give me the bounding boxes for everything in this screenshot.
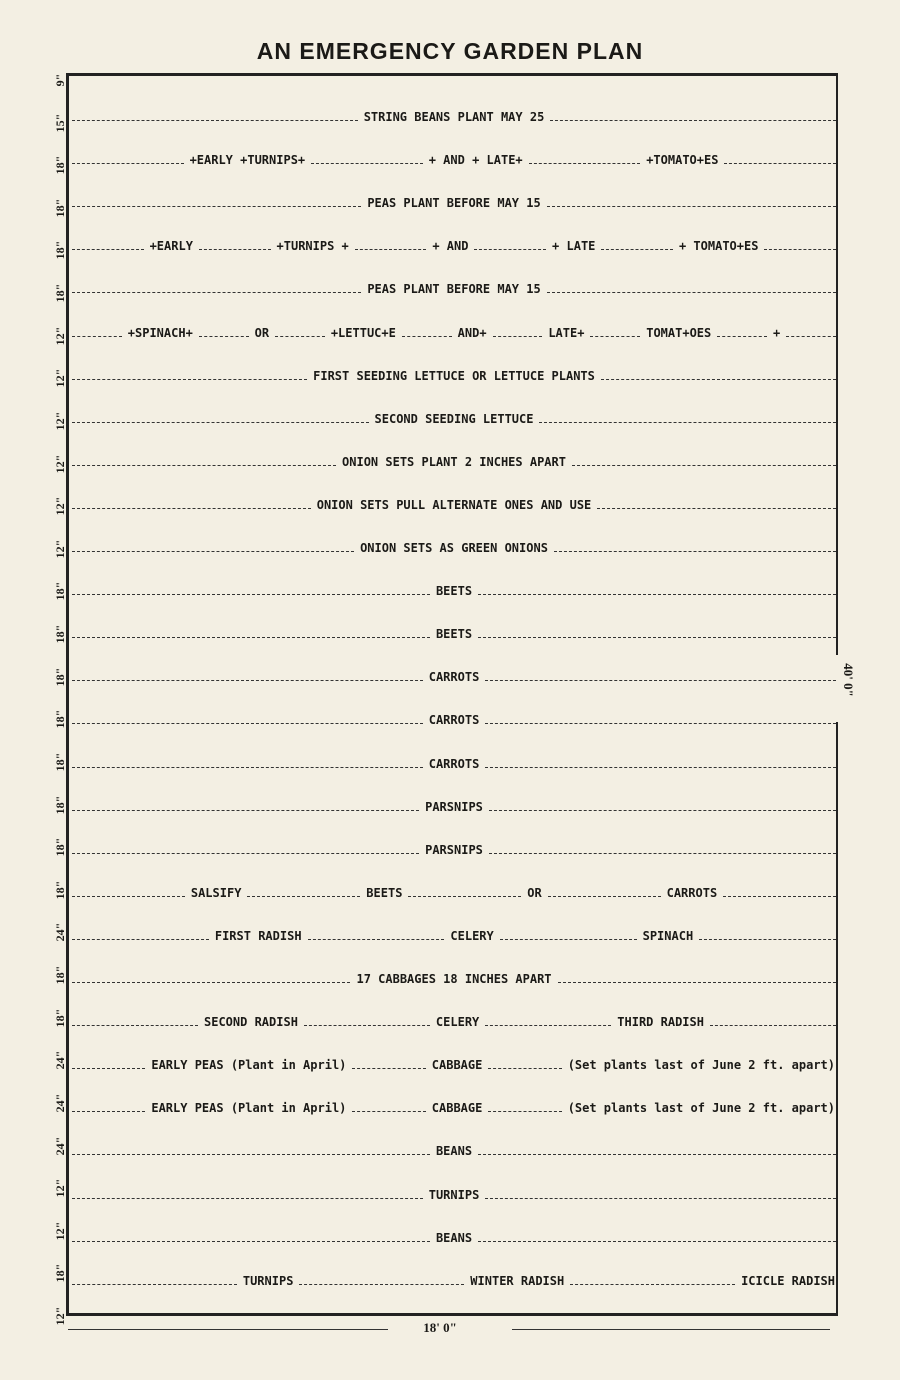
garden-row <box>72 578 836 598</box>
row-crop-label: OR <box>254 325 270 340</box>
garden-row <box>72 751 836 771</box>
row-crop-label: SPINACH <box>642 928 694 943</box>
row-crop-label: +EARLY <box>149 239 193 254</box>
row-dash-line <box>72 422 369 423</box>
row-crop-label: LATE+ <box>548 325 585 340</box>
row-crop-label: BEETS <box>435 627 473 642</box>
garden-row <box>72 1138 836 1158</box>
row-crop-label: SECOND RADISH <box>204 1015 298 1030</box>
row-crop-label: ONION SETS PULL ALTERNATE ONES AND USE <box>316 497 592 512</box>
garden-row <box>72 363 836 383</box>
row-crop-label: OR <box>527 885 542 900</box>
row-dash-line <box>485 767 836 768</box>
row-spacing-label: 18" <box>53 965 67 985</box>
row-dash-line <box>489 853 836 854</box>
garden-row <box>72 1095 836 1115</box>
row-spacing-label: 12" <box>53 411 67 431</box>
row-dash-line <box>547 206 836 207</box>
row-dash-line <box>597 508 836 509</box>
garden-row <box>72 190 836 210</box>
plot-border-right-upper <box>836 73 838 655</box>
row-spacing-label: 24" <box>53 1093 67 1113</box>
row-crop-label: +EARLY +TURNIPS+ <box>189 153 306 168</box>
row-dash-line <box>478 594 836 595</box>
row-crop-label: BEANS <box>435 1144 473 1159</box>
garden-row <box>72 1225 836 1245</box>
garden-row <box>72 233 836 253</box>
row-dash-line <box>72 1111 145 1112</box>
row-spacing-label: 18" <box>53 1264 67 1283</box>
row-spacing-label: 24" <box>53 1136 67 1155</box>
row-dash-line <box>548 896 661 897</box>
row-dash-line <box>590 336 640 337</box>
row-spacing-label: 24" <box>53 923 67 942</box>
row-dash-line <box>786 336 836 337</box>
row-dash-line <box>554 551 836 552</box>
row-dash-line <box>478 1154 836 1155</box>
row-crop-label: +TOMATO+ES <box>646 153 719 168</box>
row-crop-label: CELERY <box>435 1015 480 1030</box>
row-dash-line <box>529 163 641 164</box>
row-crop-label: + AND + LATE+ <box>428 153 523 168</box>
row-dash-line <box>308 939 445 940</box>
row-crop-label: CABBAGE <box>431 1101 483 1116</box>
garden-row <box>72 147 836 167</box>
row-crop-label: ICICLE RADISH <box>741 1273 835 1288</box>
row-crop-label: +SPINACH+ <box>127 325 193 340</box>
row-dash-line <box>72 379 307 380</box>
garden-row <box>72 966 836 986</box>
row-dash-line <box>72 853 419 854</box>
row-crop-label: FIRST SEEDING LETTUCE OR LETTUCE PLANTS <box>313 368 595 383</box>
row-spacing-label: 18" <box>53 624 67 644</box>
row-dash-line <box>72 637 430 638</box>
row-dash-line <box>299 1284 464 1285</box>
row-spacing-label: 18" <box>53 667 67 687</box>
garden-row <box>72 535 836 555</box>
row-dash-line <box>275 336 325 337</box>
row-crop-label: CABBAGE <box>431 1058 483 1073</box>
row-spacing-label: 12" <box>53 454 67 473</box>
row-dash-line <box>500 939 637 940</box>
row-spacing-label: 12" <box>53 326 67 346</box>
row-spacing-label: 12" <box>53 369 67 388</box>
garden-row <box>72 880 836 900</box>
row-dash-line <box>72 336 122 337</box>
row-dash-line <box>572 465 836 466</box>
garden-row <box>72 1052 836 1072</box>
page-title: AN EMERGENCY GARDEN PLAN <box>256 38 644 64</box>
garden-row <box>72 1182 836 1202</box>
row-dash-line <box>72 680 423 681</box>
garden-row <box>72 406 836 426</box>
row-dash-line <box>199 336 249 337</box>
row-dash-line <box>724 163 836 164</box>
row-dash-line <box>547 292 836 293</box>
row-dash-line <box>488 1111 561 1112</box>
row-dash-line <box>402 336 452 337</box>
row-dash-line <box>72 1068 145 1069</box>
row-dash-line <box>710 1025 836 1026</box>
row-dash-line <box>72 1284 237 1285</box>
row-crop-label: TURNIPS <box>428 1187 480 1202</box>
width-dimension-line-right <box>512 1329 830 1330</box>
row-dash-line <box>72 1025 198 1026</box>
row-dash-line <box>489 810 836 811</box>
row-crop-label: + TOMATO+ES <box>678 239 759 254</box>
row-crop-label: EARLY PEAS (Plant in April) <box>151 1058 347 1073</box>
row-dash-line <box>199 249 271 250</box>
row-dash-line <box>485 680 836 681</box>
row-dash-line <box>493 336 543 337</box>
row-dash-line <box>72 551 354 552</box>
row-spacing-label: 18" <box>53 198 67 218</box>
row-dash-line <box>304 1025 430 1026</box>
garden-row <box>72 492 836 512</box>
row-dash-line <box>72 810 419 811</box>
garden-row <box>72 1268 836 1288</box>
row-spacing-label: 18" <box>53 155 67 175</box>
garden-row <box>72 449 836 469</box>
garden-row <box>72 1009 836 1029</box>
row-crop-label: +LETTUC+E <box>330 325 396 340</box>
row-dash-line <box>539 422 836 423</box>
row-crop-label: BEANS <box>435 1230 473 1245</box>
row-dash-line <box>764 249 836 250</box>
row-crop-label: PEAS PLANT BEFORE MAY 15 <box>367 282 541 297</box>
row-dash-line <box>478 1241 836 1242</box>
row-dash-line <box>723 896 836 897</box>
garden-row <box>72 707 836 727</box>
row-dash-line <box>355 249 427 250</box>
plot-length-label: 40' 0" <box>841 663 856 697</box>
row-spacing-label: 9" <box>53 73 67 87</box>
row-dash-line <box>72 939 209 940</box>
row-dash-line <box>352 1111 425 1112</box>
row-crop-label: ONION SETS AS GREEN ONIONS <box>360 541 548 555</box>
row-crop-label: CARROTS <box>428 670 480 685</box>
row-dash-line <box>72 249 144 250</box>
row-crop-label: STRING BEANS PLANT MAY 25 <box>363 110 545 124</box>
row-crop-label: PEAS PLANT BEFORE MAY 15 <box>367 196 541 211</box>
row-crop-label: PARSNIPS <box>425 842 483 857</box>
row-dash-line <box>478 637 836 638</box>
row-dash-line <box>485 1025 611 1026</box>
row-crop-label: TURNIPS <box>242 1273 294 1288</box>
row-dash-line <box>570 1284 735 1285</box>
row-crop-label: SECOND SEEDING LETTUCE <box>374 411 534 426</box>
row-dash-line <box>601 249 673 250</box>
row-dash-line <box>72 206 361 207</box>
garden-row <box>72 320 836 340</box>
row-crop-label: ONION SETS PLANT 2 INCHES APART <box>342 454 566 469</box>
row-dash-line <box>72 896 185 897</box>
row-dash-line <box>72 465 336 466</box>
row-spacing-label: 12" <box>53 1306 67 1326</box>
row-crop-label: + <box>773 325 781 340</box>
row-dash-line <box>72 982 350 983</box>
row-dash-line <box>72 767 423 768</box>
row-crop-label: + LATE <box>552 239 596 254</box>
row-dash-line <box>488 1068 561 1069</box>
row-crop-label: AND+ <box>457 325 487 340</box>
row-dash-line <box>72 120 358 121</box>
row-spacing-label: 12" <box>53 1221 67 1241</box>
garden-row <box>72 104 836 124</box>
row-dash-line <box>72 1154 430 1155</box>
row-spacing-label: 18" <box>53 1008 67 1027</box>
row-spacing-label: 12" <box>53 1178 67 1198</box>
row-dash-line <box>558 982 836 983</box>
garden-row <box>72 621 836 641</box>
row-crop-label: + AND <box>432 239 469 254</box>
row-spacing-label: 18" <box>53 752 67 772</box>
plot-width-label: 18' 0" <box>423 1320 457 1335</box>
row-crop-label: CARROTS <box>666 885 718 900</box>
row-dash-line <box>699 939 836 940</box>
row-crop-label: THIRD RADISH <box>617 1015 704 1030</box>
row-crop-label: FIRST RADISH <box>214 928 302 943</box>
row-spacing-label: 18" <box>53 795 67 814</box>
row-dash-line <box>485 1198 836 1199</box>
row-dash-line <box>550 120 836 121</box>
row-crop-label: CARROTS <box>428 713 480 728</box>
row-crop-label: WINTER RADISH <box>470 1273 565 1288</box>
row-spacing-label: 18" <box>53 283 67 303</box>
row-spacing-label: 18" <box>53 241 67 260</box>
row-dash-line <box>72 163 184 164</box>
row-dash-line <box>408 896 521 897</box>
row-crop-label: 17 CABBAGES 18 INCHES APART <box>356 972 552 986</box>
garden-row <box>72 923 836 943</box>
garden-row <box>72 276 836 296</box>
row-crop-label: CARROTS <box>428 756 480 771</box>
plot-border-top <box>68 73 838 76</box>
garden-row <box>72 664 836 684</box>
row-dash-line <box>72 508 311 509</box>
row-dash-line <box>717 336 767 337</box>
width-dimension-line-left <box>68 1329 388 1330</box>
row-crop-label: CELERY <box>450 928 494 943</box>
row-dash-line <box>474 249 546 250</box>
row-dash-line <box>485 723 836 724</box>
row-spacing-label: 18" <box>53 880 67 900</box>
row-dash-line <box>72 594 430 595</box>
row-spacing-label: 12" <box>53 539 67 559</box>
row-dash-line <box>72 723 423 724</box>
row-dash-line <box>72 1198 423 1199</box>
garden-row <box>72 837 836 857</box>
row-dash-line <box>601 379 836 380</box>
plot-border-bottom <box>68 1313 838 1316</box>
row-crop-label: BEETS <box>366 885 403 900</box>
row-spacing-label: 18" <box>53 709 67 729</box>
row-dash-line <box>72 1241 430 1242</box>
row-spacing-label: 15" <box>53 113 67 132</box>
row-crop-label: +TURNIPS + <box>276 239 349 254</box>
row-crop-label: BEETS <box>435 584 473 599</box>
row-crop-label: EARLY PEAS (Plant in April) <box>151 1101 347 1116</box>
row-crop-label: TOMAT+OES <box>646 325 712 340</box>
row-spacing-label: 24" <box>53 1050 67 1070</box>
row-spacing-label: 18" <box>53 837 67 857</box>
row-crop-label: (Set plants last of June 2 ft. apart) <box>567 1058 835 1073</box>
row-dash-line <box>72 292 361 293</box>
row-crop-label: SALSIFY <box>190 885 242 900</box>
row-crop-label: (Set plants last of June 2 ft. apart) <box>567 1101 835 1116</box>
row-crop-label: PARSNIPS <box>425 799 483 814</box>
row-spacing-label: 12" <box>53 496 67 516</box>
row-spacing-label: 18" <box>53 582 67 601</box>
row-dash-line <box>352 1068 425 1069</box>
garden-row <box>72 794 836 814</box>
plot-border-right-lower <box>836 722 838 1316</box>
row-dash-line <box>247 896 360 897</box>
row-dash-line <box>311 163 423 164</box>
